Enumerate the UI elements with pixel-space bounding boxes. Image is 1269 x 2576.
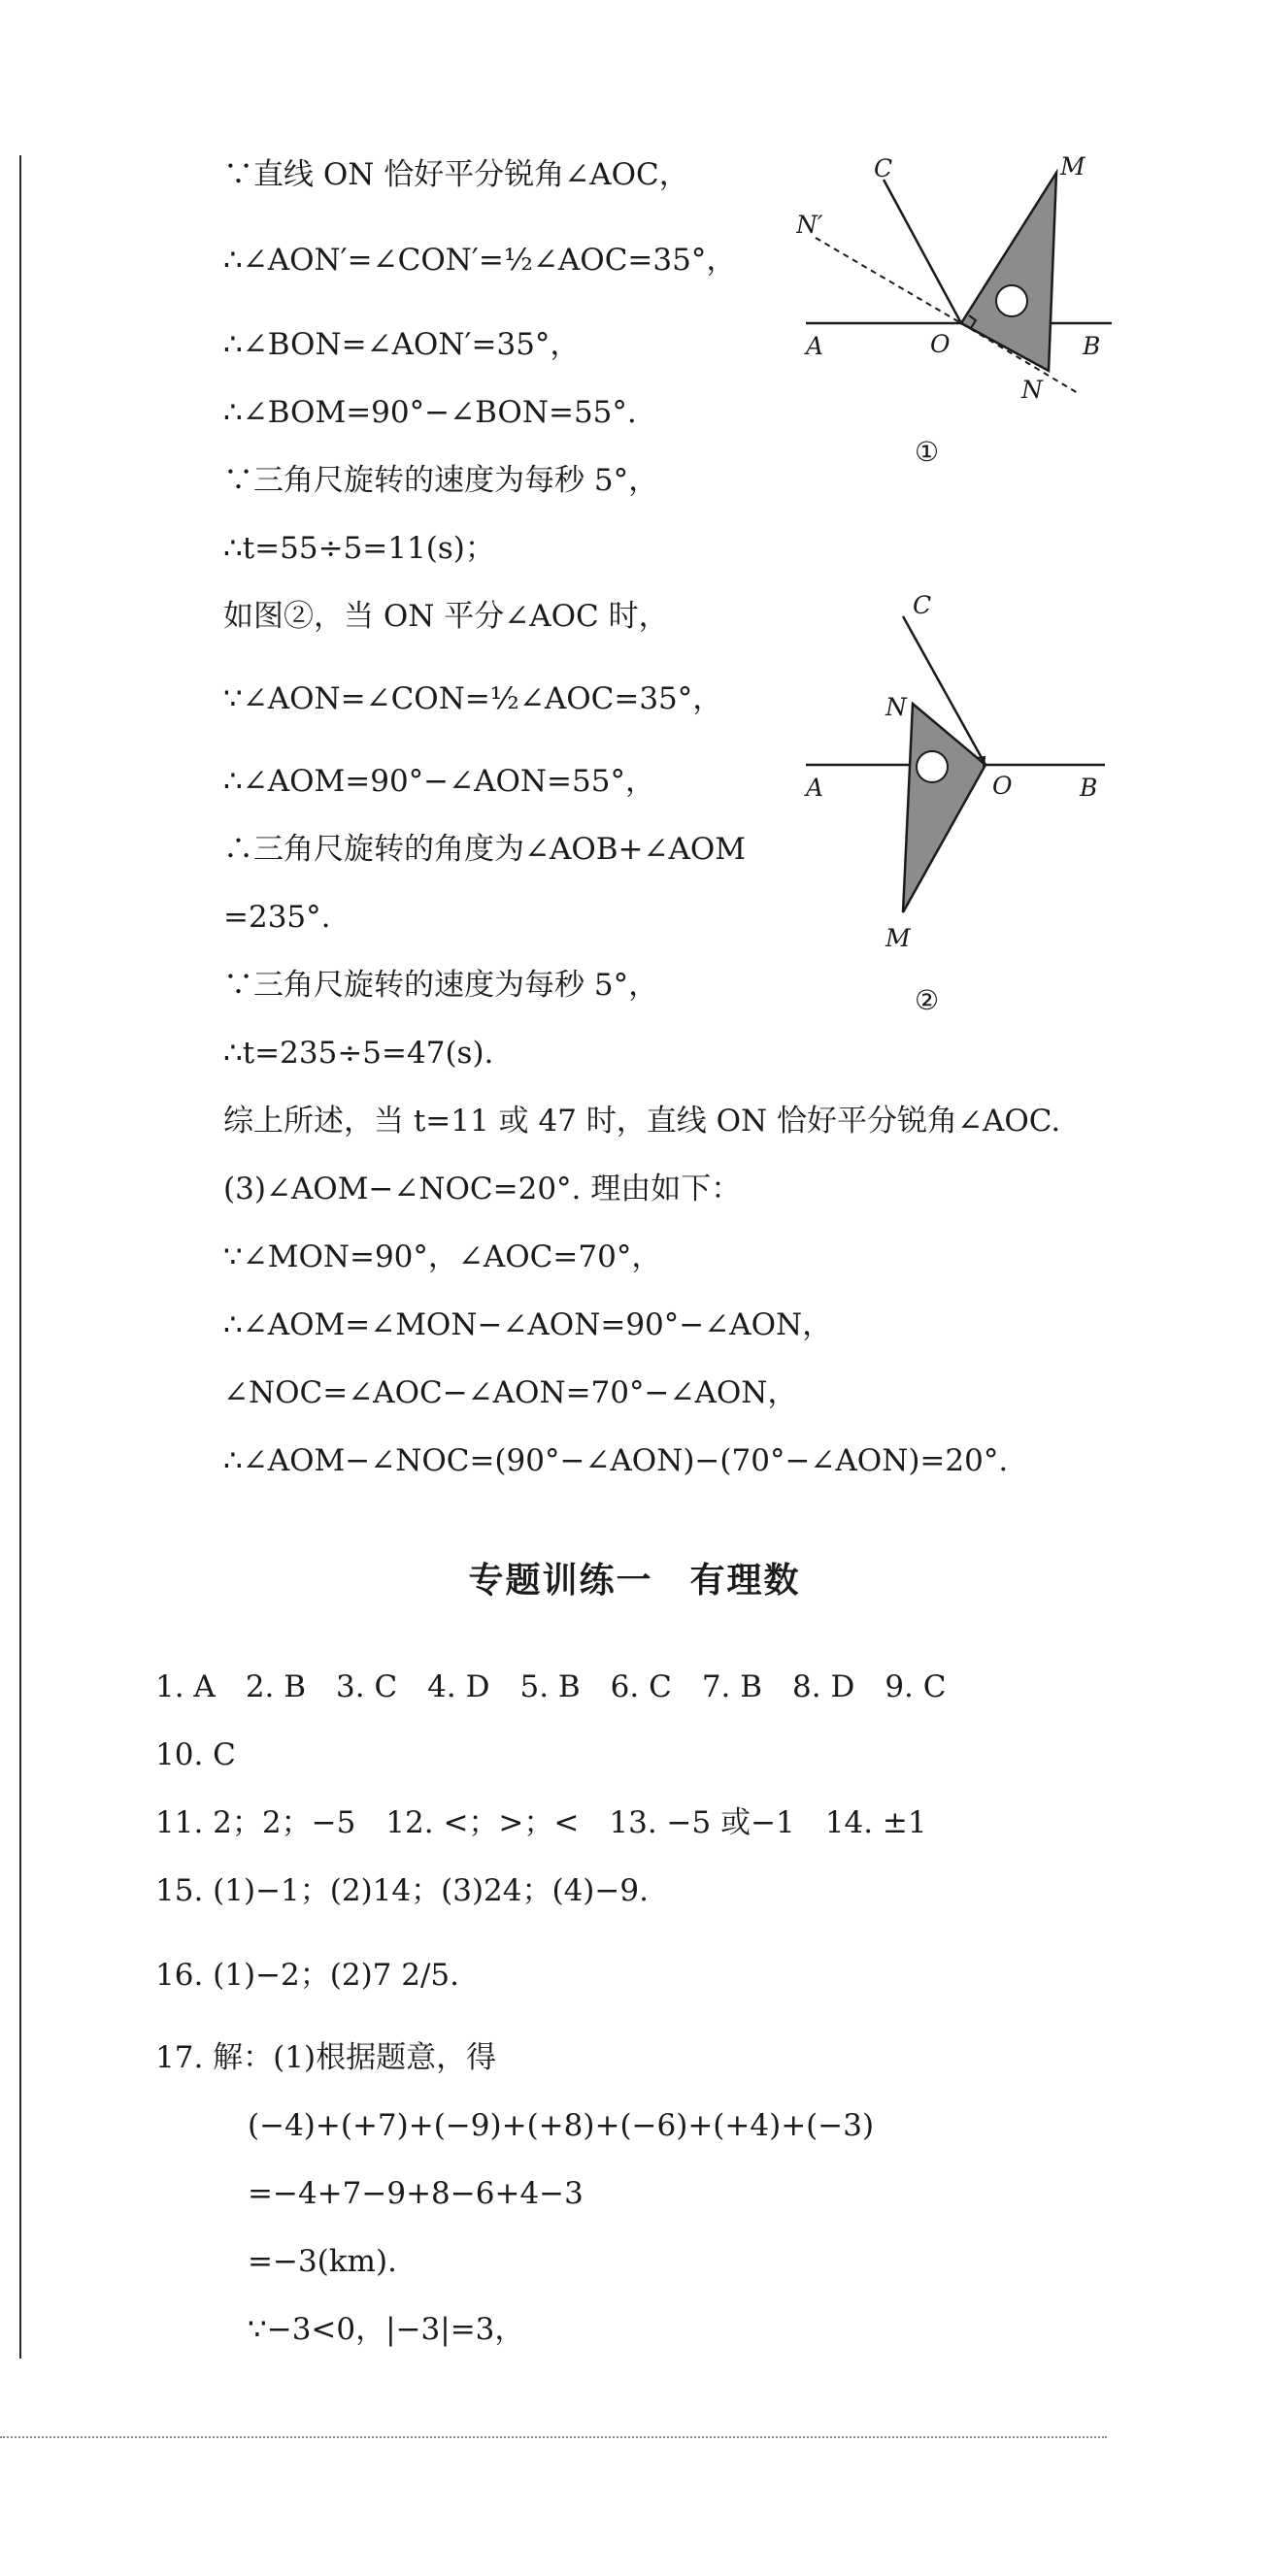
solution-line-3: ∴∠BON=∠AON′=35°，	[223, 327, 581, 362]
solution-line-7: 如图②，当 ON 平分∠AOC 时，	[223, 599, 669, 634]
answer-line-1: 1. A 2. B 3. C 4. D 5. B 6. C 7. B 8. D 9. C	[155, 1669, 947, 1704]
figure-1	[796, 146, 1117, 485]
label-n-prime: N′	[796, 211, 823, 239]
page-footer-divider	[0, 2436, 1107, 2438]
solution-line-11: =235°.	[223, 900, 331, 935]
triangle-ruler-2	[903, 704, 985, 912]
answer-line-7: (−4)+(+7)+(−9)+(+8)+(−6)+(+4)+(−3)	[248, 2108, 875, 2143]
ruler-hole-1	[996, 285, 1027, 316]
answer-line-10: ∵−3<0，|−3|=3，	[248, 2312, 525, 2347]
label-o-2: O	[992, 772, 1013, 800]
label-n: N	[1021, 376, 1043, 404]
solution-line-2: ∴∠AON′=∠CON′=½∠AOC=35°，	[223, 243, 737, 278]
figure-2-caption: ②	[915, 984, 940, 1016]
label-o: O	[930, 330, 951, 358]
solution-line-8: ∵∠AON=∠CON=½∠AOC=35°，	[223, 681, 723, 716]
ray-oc	[884, 180, 961, 323]
solution-line-13: ∴t=235÷5=47(s).	[223, 1036, 494, 1071]
figure-2	[796, 582, 1117, 1029]
label-a-2: A	[806, 774, 824, 802]
label-c-2: C	[913, 591, 932, 619]
solution-line-9: ∴∠AOM=90°−∠AON=55°，	[223, 764, 655, 799]
solution-line-18: ∠NOC=∠AOC−∠AON=70°−∠AON，	[223, 1375, 798, 1410]
section-title: 专题训练一 有理数	[468, 1560, 801, 1601]
solution-line-17: ∴∠AOM=∠MON−∠AON=90°−∠AON，	[223, 1307, 833, 1342]
figure-1-caption: ①	[915, 436, 940, 468]
solution-line-5: ∵三角尺旋转的速度为每秒 5°，	[223, 463, 659, 498]
solution-line-14: 综上所述，当 t=11 或 47 时，直线 ON 恰好平分锐角∠AOC.	[223, 1104, 1061, 1139]
solution-line-4: ∴∠BOM=90°−∠BON=55°.	[223, 395, 637, 430]
label-a: A	[806, 332, 824, 360]
solution-line-1: ∵直线 ON 恰好平分锐角∠AOC，	[223, 157, 689, 192]
solution-line-6: ∴t=55÷5=11(s)；	[223, 531, 495, 566]
answer-line-9: =−3(km).	[248, 2244, 397, 2279]
solution-line-19: ∴∠AOM−∠NOC=(90°−∠AON)−(70°−∠AON)=20°.	[223, 1443, 1009, 1478]
label-c: C	[874, 154, 893, 182]
label-n-2: N	[885, 693, 907, 721]
ruler-hole-2	[917, 751, 948, 782]
answer-line-2: 10. C	[155, 1737, 236, 1772]
label-m-2: M	[885, 924, 911, 952]
solution-line-12: ∵三角尺旋转的速度为每秒 5°，	[223, 968, 659, 1003]
margin-line	[19, 155, 21, 2359]
triangle-ruler-1	[961, 173, 1056, 371]
answer-line-3: 11. 2；2；−5 12. <；>；< 13. −5 或−1 14. ±1	[155, 1805, 927, 1840]
answer-line-8: =−4+7−9+8−6+4−3	[248, 2176, 584, 2211]
answer-line-4: 15. (1)−1；(2)14；(3)24；(4)−9.	[155, 1873, 649, 1908]
answer-line-5: 16. (1)−2；(2)7 2/5.	[155, 1958, 459, 1993]
solution-line-10: ∴三角尺旋转的角度为∠AOB+∠AOM	[223, 832, 747, 867]
solution-line-15: (3)∠AOM−∠NOC=20°. 理由如下：	[223, 1172, 742, 1206]
label-b: B	[1083, 332, 1101, 360]
label-b-2: B	[1080, 774, 1098, 802]
solution-line-16: ∵∠MON=90°，∠AOC=70°，	[223, 1239, 662, 1274]
label-m: M	[1060, 152, 1085, 181]
answer-line-6: 17. 解：(1)根据题意，得	[155, 2040, 497, 2075]
